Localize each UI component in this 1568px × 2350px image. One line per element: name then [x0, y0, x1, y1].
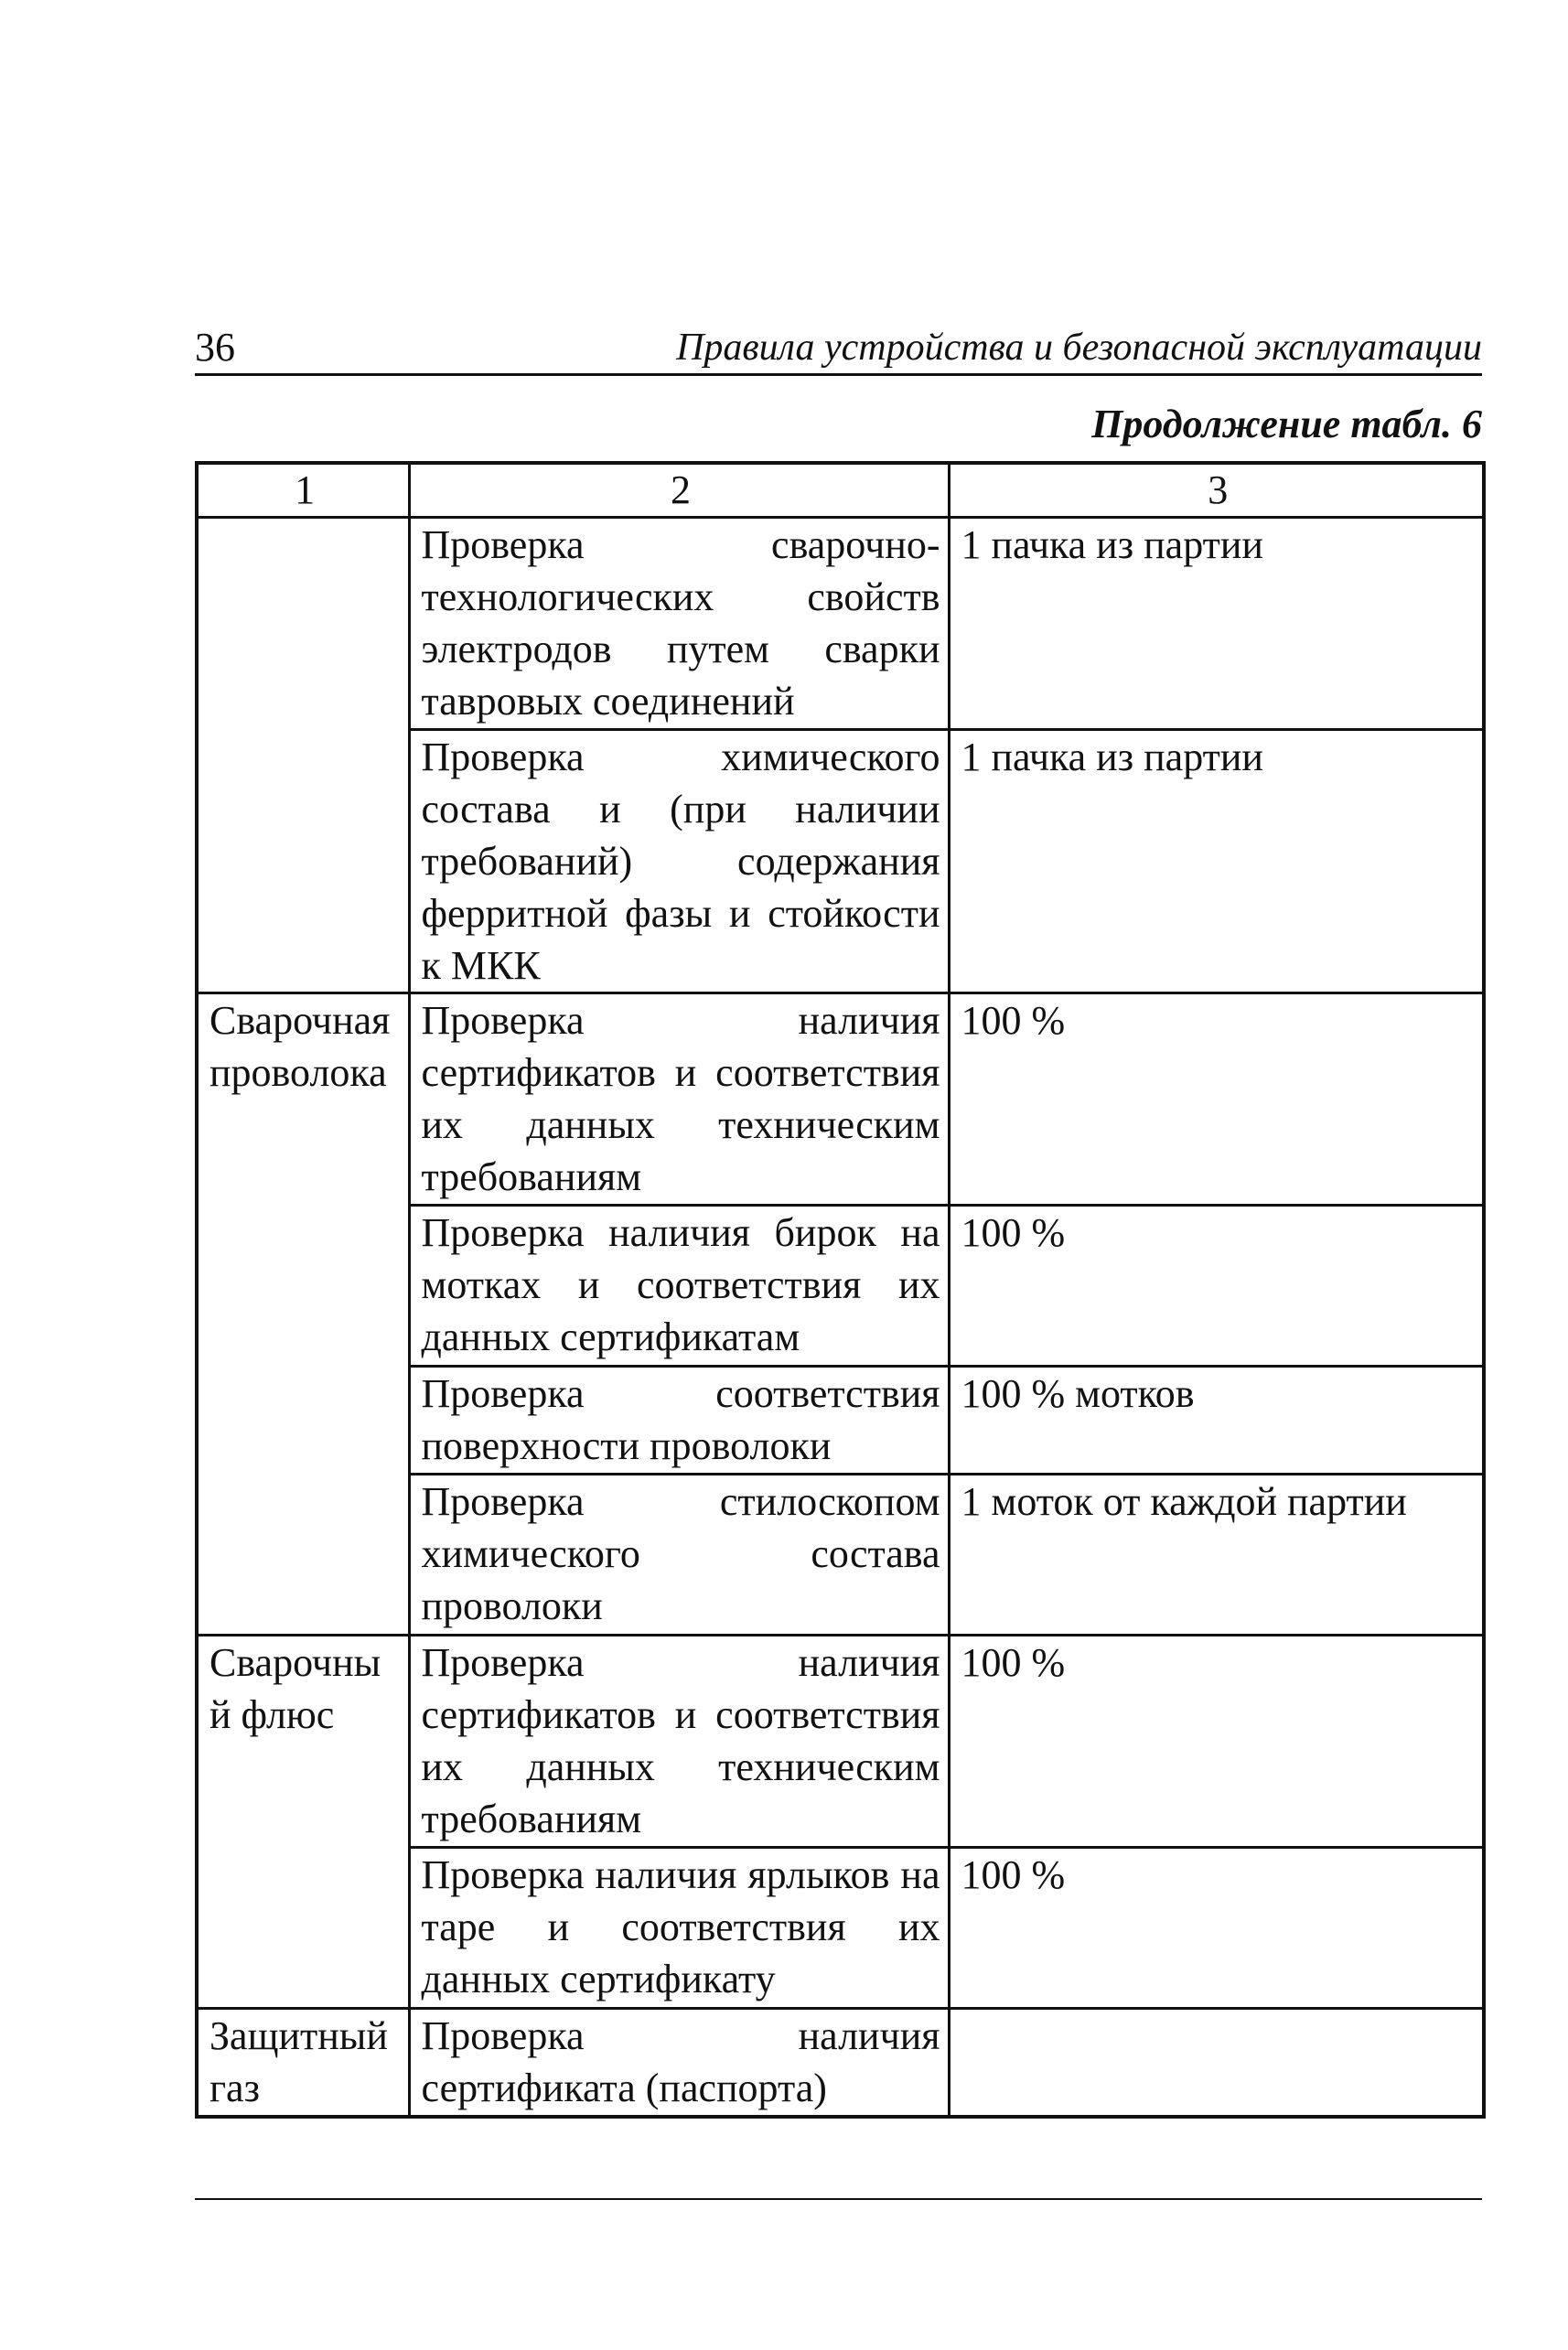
scope-cell: 100 % мотков [949, 1367, 1484, 1475]
table-row [197, 993, 1484, 1206]
material-cell: Защитный газ [197, 2009, 409, 2117]
check-cell: Проверка наличия сертификата (паспорта) [409, 2009, 949, 2117]
check-cell: Проверка сварочно-технологических свойств электродов путем сварки тавровых соединений [409, 518, 949, 730]
column-header-1: 1 [197, 463, 409, 518]
column-header-3: 3 [949, 463, 1484, 518]
check-cell: Проверка стилоскопом химического состава проволоки [409, 1475, 949, 1636]
scope-cell: 100 % [949, 1206, 1484, 1367]
column-header-2: 2 [409, 463, 949, 518]
table-row [197, 518, 1484, 730]
scope-cell: 1 моток от каждой партии [949, 1475, 1484, 1636]
table-header-row [197, 463, 1484, 518]
material-cell: Сварочная проволока [197, 993, 409, 1636]
check-cell: Проверка наличия бирок на мотках и соответствия их данных сертификатам [409, 1206, 949, 1367]
scope-cell [949, 2009, 1484, 2117]
table-row [197, 2009, 1484, 2117]
scope-cell: 1 пачка из партии [949, 730, 1484, 993]
check-cell: Проверка химического состава и (при наличии требований) содержания ферритной фазы и стойкости к МКК [409, 730, 949, 993]
table-row [197, 1636, 1484, 1848]
scope-cell: 100 % [949, 1636, 1484, 1848]
check-cell: Проверка наличия сертификатов и соответствия их данных техническим требованиям [409, 993, 949, 1206]
running-title: Правила устройства и безопасной эксплуатации [676, 327, 1482, 369]
page-header [195, 322, 1482, 376]
inspection-table [195, 461, 1486, 2119]
check-cell: Проверка наличия ярлыков на таре и соответствия их данных сертификату [409, 1848, 949, 2009]
check-cell: Проверка наличия сертификатов и соответствия их данных техническим требованиям [409, 1636, 949, 1848]
material-cell [197, 518, 409, 993]
page-number: 36 [195, 325, 235, 370]
scope-cell: 100 % [949, 993, 1484, 1206]
scope-cell: 100 % [949, 1848, 1484, 2009]
scope-cell: 1 пачка из партии [949, 518, 1484, 730]
material-cell: Сварочный флюс [197, 1636, 409, 2009]
check-cell: Проверка соответствия поверхности проволоки [409, 1367, 949, 1475]
bottom-rule [195, 2198, 1482, 2200]
table-caption: Продолжение табл. 6 [1091, 402, 1482, 446]
